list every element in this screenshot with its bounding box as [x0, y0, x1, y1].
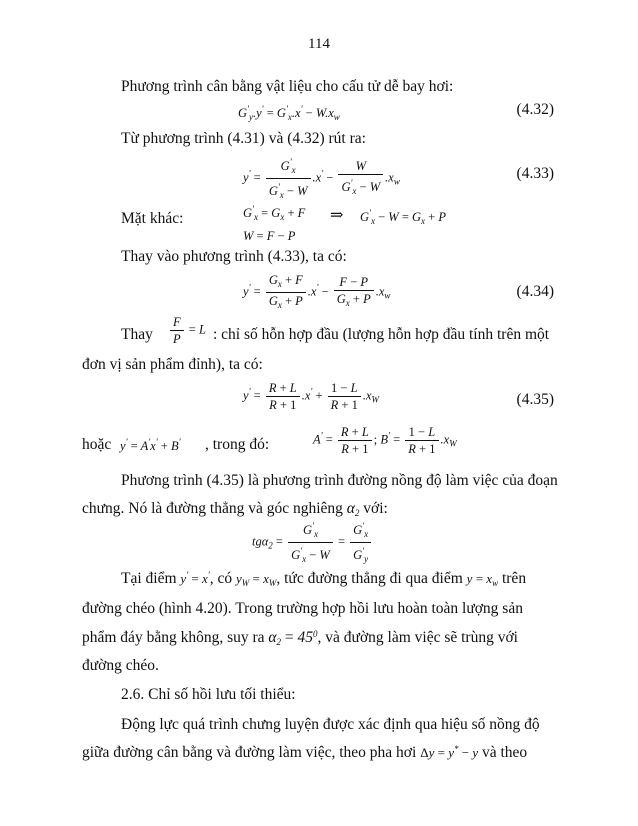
- equation-label-4-32: (4.32): [516, 101, 554, 118]
- text-diagonal-line: đường chéo (hình 4.20). Trong trường hợp hồi lưu hoàn toàn lượng sản: [82, 600, 523, 617]
- equation-alpha2-45: $\alpha_2$: [268, 629, 282, 647]
- section-title-min-reflux: 2.6. Chỉ số hồi lưu tối thiểu:: [121, 686, 296, 703]
- equation-tan-alpha2: tgα$_2$ = $\frac{G'_x}{G'_x - W}$ = $\frac{G'_x}{G'_y}$: [252, 518, 373, 567]
- equation-label-4-34: (4.34): [516, 283, 554, 300]
- symbol-alpha2: $\alpha_2$: [346, 500, 360, 518]
- equation-4-32: $G'_y.y' = G'_x.x' - W.x_w$: [238, 104, 340, 122]
- text-paragraph-line2-b: với:: [363, 500, 388, 517]
- page-number: 114: [308, 36, 330, 52]
- text-driving-force-line2-a: giữa đường cân bằng và đường làm việc, theo pha hơi: [82, 744, 417, 761]
- text-reflux-definition-cont: đơn vị sản phẩm đỉnh), ta có:: [82, 356, 263, 373]
- text-paragraph-line1: Phương trình (4.35) là phương trình đường nồng độ làm việc của đoạn: [121, 472, 558, 489]
- equation-delta-y: Δy = y* − y: [420, 744, 479, 760]
- text-thay: Thay: [121, 326, 153, 343]
- equation-yw-eq-xw: $y_W = x_W$: [235, 571, 277, 588]
- equation-relations: $G'_x = G_x + F$ W = F − P: [243, 204, 306, 243]
- text-substitute: Thay vào phương trình (4.33), ta có:: [121, 248, 347, 265]
- text-driving-force-line2: [82, 744, 527, 762]
- text-at-point-d: trên: [501, 570, 527, 587]
- equation-f-over-p: $\frac{F}{P}$ = L: [168, 314, 206, 347]
- text-driving-force-line1: Động lực quá trình chưng luyện được xác định qua hiệu số nồng độ: [121, 716, 540, 733]
- implies-arrow-icon: ⇒: [330, 207, 344, 224]
- text-diagonal-end: đường chéo.: [82, 657, 159, 674]
- text-intro-vapor: Phương trình cân bằng vật liệu cho cấu tử dễ bay hơi:: [121, 78, 454, 95]
- equation-4-35: y' = $\frac{R + L}{R + 1}$ .x' + $\frac{1 - L}{R + 1}$ $.x_W$: [243, 381, 380, 412]
- text-other-side: Mặt khác:: [121, 210, 184, 227]
- equation-label-4-35: (4.35): [516, 391, 554, 408]
- text-paragraph-line2-a: chưng. Nó là đường thẳng và góc nghiêng: [82, 500, 343, 517]
- text-at-point-a: Tại điểm: [121, 570, 177, 587]
- text-or: hoặc: [82, 436, 112, 453]
- text-at-point-b: , có: [209, 570, 233, 587]
- text-bottom-product-a: phẩm đáy bằng không, suy ra: [82, 629, 265, 646]
- text-at-point-c: , tức đường thẳng đi qua điểm: [276, 570, 463, 587]
- text-bottom-product-b: , và đường làm việc sẽ trùng với: [317, 629, 518, 646]
- text-from-equations: Từ phương trình (4.31) và (4.32) rút ra:: [121, 130, 366, 147]
- equation-y-eq-xw: $y = x_w$: [466, 571, 499, 588]
- text-where: , trong đó:: [205, 436, 270, 453]
- text-bottom-product: phẩm đáy bằng không, suy ra $\alpha_2 = 45^0$, và đường làm việc sẽ trùng với: [82, 629, 518, 647]
- text-at-point: [121, 570, 526, 588]
- text-paragraph-line2: [82, 500, 388, 518]
- equation-relation-result: $G'_x - W = G_x + P$: [360, 208, 446, 226]
- text-reflux-definition: : chỉ số hỗn hợp đầu (lượng hỗn hợp đầu tính trên một: [213, 326, 550, 343]
- equation-coefficients: A' = $\frac{R + L}{R + 1}$ ; B' = $\frac{1 - L}{R + 1}$ $.x_W$: [313, 425, 457, 456]
- equation-4-33: y' = $\frac{G'_x}{G'_x - W}$ .x' − $\frac{W}{G'_x - W}$ $.x_w$: [243, 154, 400, 203]
- equation-label-4-33: (4.33): [516, 165, 554, 182]
- equation-linear-form: y' = A'x' + B': [120, 437, 181, 453]
- text-driving-force-line2-b: và theo: [481, 744, 528, 761]
- equation-4-34: y' = $\frac{G_x + F}{G_x + P}$ .x' − $\frac{F - P}{G_x + P}$ $.x_w$: [243, 273, 391, 310]
- equation-y-eq-x: y' = x': [180, 570, 210, 586]
